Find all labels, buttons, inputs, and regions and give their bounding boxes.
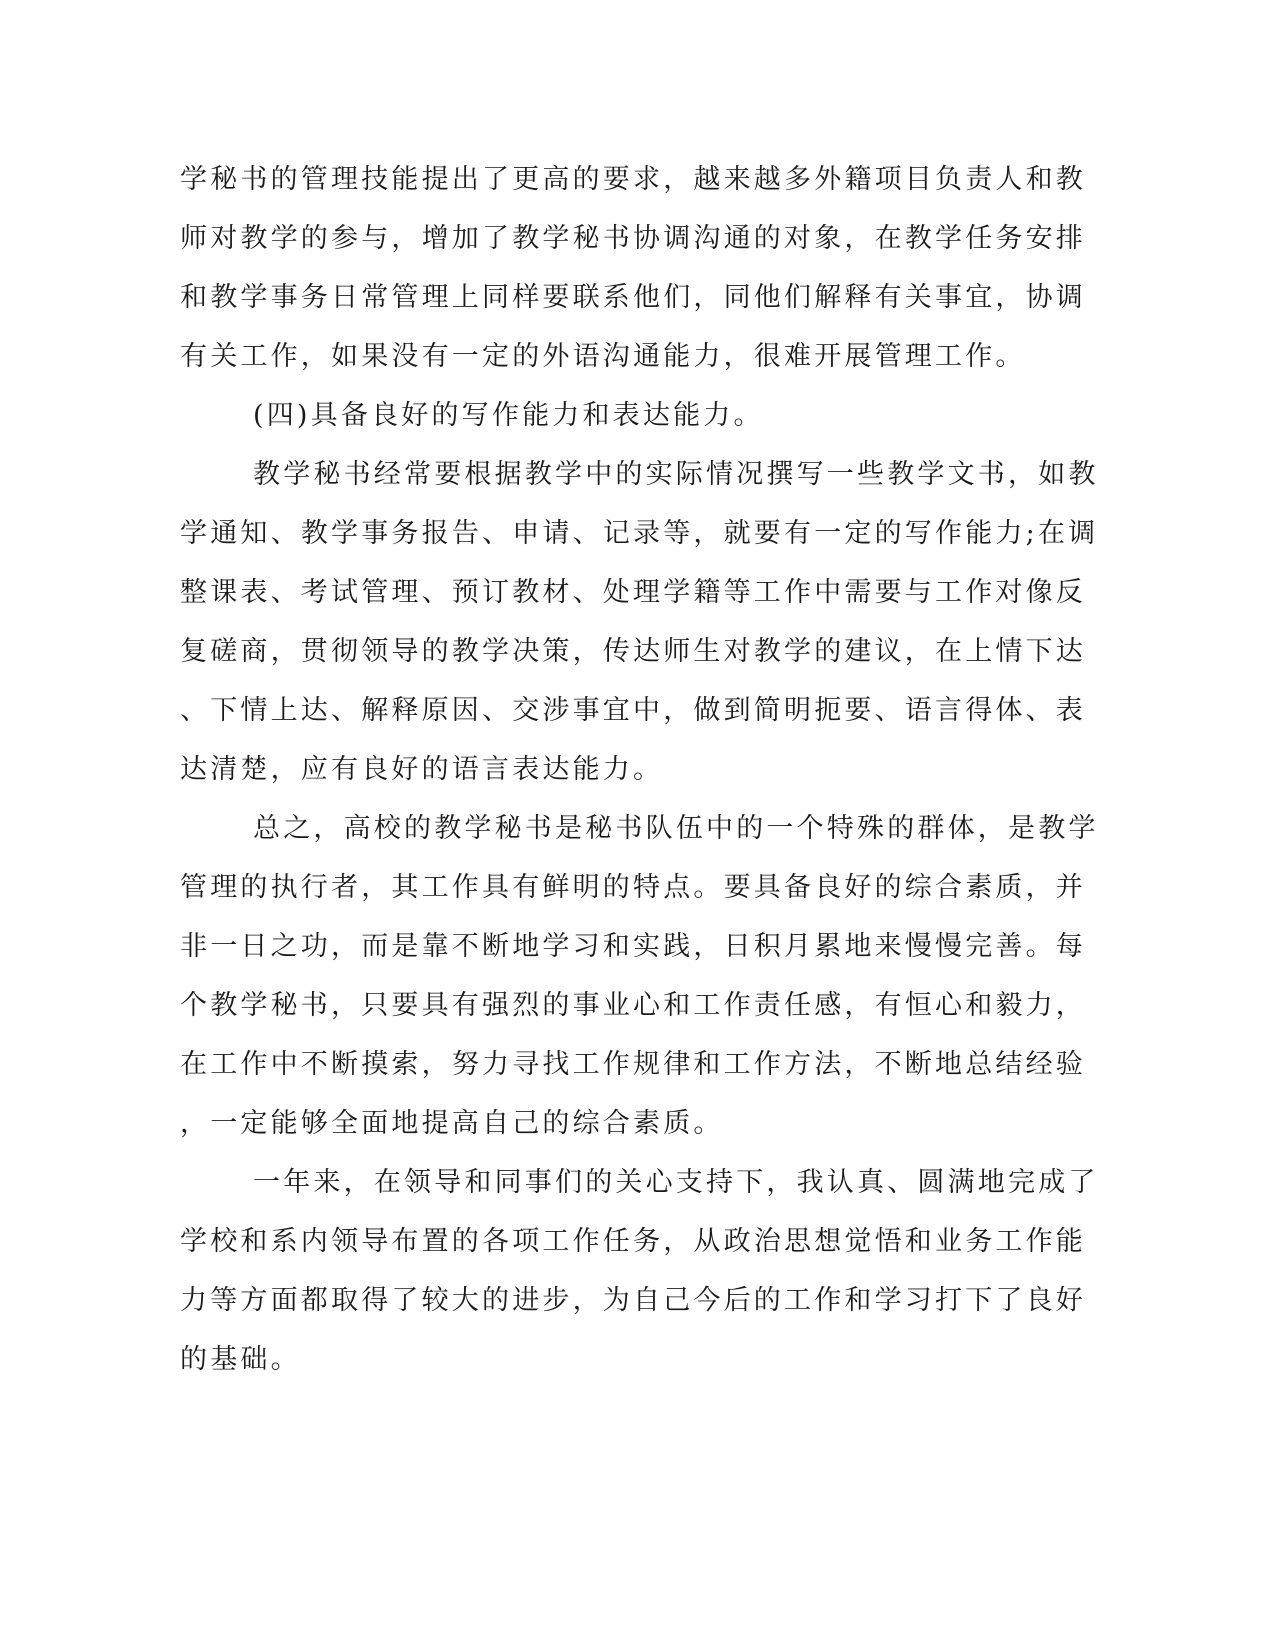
text-line: 教学秘书经常要根据教学中的实际情况撰写一些教学文书，如教 — [253, 459, 1099, 490]
text-line: 的基础。 — [180, 1344, 301, 1375]
text-line: 学秘书的管理技能提出了更高的要求，越来越多外籍项目负责人和教 — [180, 164, 1086, 195]
text-line: 有关工作，如果没有一定的外语沟通能力，很难开展管理工作。 — [180, 341, 1026, 372]
text-line: 非一日之功，而是靠不断地学习和实践，日积月累地来慢慢完善。每 — [180, 931, 1086, 962]
text-line: 学校和系内领导布置的各项工作任务，从政治思想觉悟和业务工作能 — [180, 1226, 1086, 1257]
text-line: 在工作中不断摸索，努力寻找工作规律和工作方法，不断地总结经验 — [180, 1049, 1086, 1080]
text-line: 个教学秘书，只要具有强烈的事业心和工作责任感，有恒心和毅力， — [180, 990, 1086, 1021]
text-line: 达清楚，应有良好的语言表达能力。 — [180, 754, 664, 785]
text-line: 一年来，在领导和同事们的关心支持下，我认真、圆满地完成了 — [253, 1167, 1099, 1198]
section-heading: (四)具备良好的写作能力和表达能力。 — [253, 400, 764, 431]
text-line: 师对教学的参与，增加了教学秘书协调沟通的对象，在教学任务安排 — [180, 223, 1086, 254]
text-line: 整课表、考试管理、预订教材、处理学籍等工作中需要与工作对像反 — [180, 577, 1086, 608]
text-line: 力等方面都取得了较大的进步，为自己今后的工作和学习打下了良好 — [180, 1285, 1086, 1316]
text-line: 和教学事务日常管理上同样要联系他们，同他们解释有关事宜，协调 — [180, 282, 1086, 313]
text-line: 、下情上达、解释原因、交涉事宜中，做到简明扼要、语言得体、表 — [180, 695, 1086, 726]
text-line: 总之，高校的教学秘书是秘书队伍中的一个特殊的群体，是教学 — [253, 813, 1099, 844]
text-line: 复磋商，贯彻领导的教学决策，传达师生对教学的建议，在上情下达 — [180, 636, 1086, 667]
text-line: 学通知、教学事务报告、申请、记录等，就要有一定的写作能力;在调 — [180, 518, 1099, 549]
text-line: ，一定能够全面地提高自己的综合素质。 — [180, 1108, 724, 1139]
text-line: 管理的执行者，其工作具有鲜明的特点。要具备良好的综合素质，并 — [180, 872, 1086, 903]
